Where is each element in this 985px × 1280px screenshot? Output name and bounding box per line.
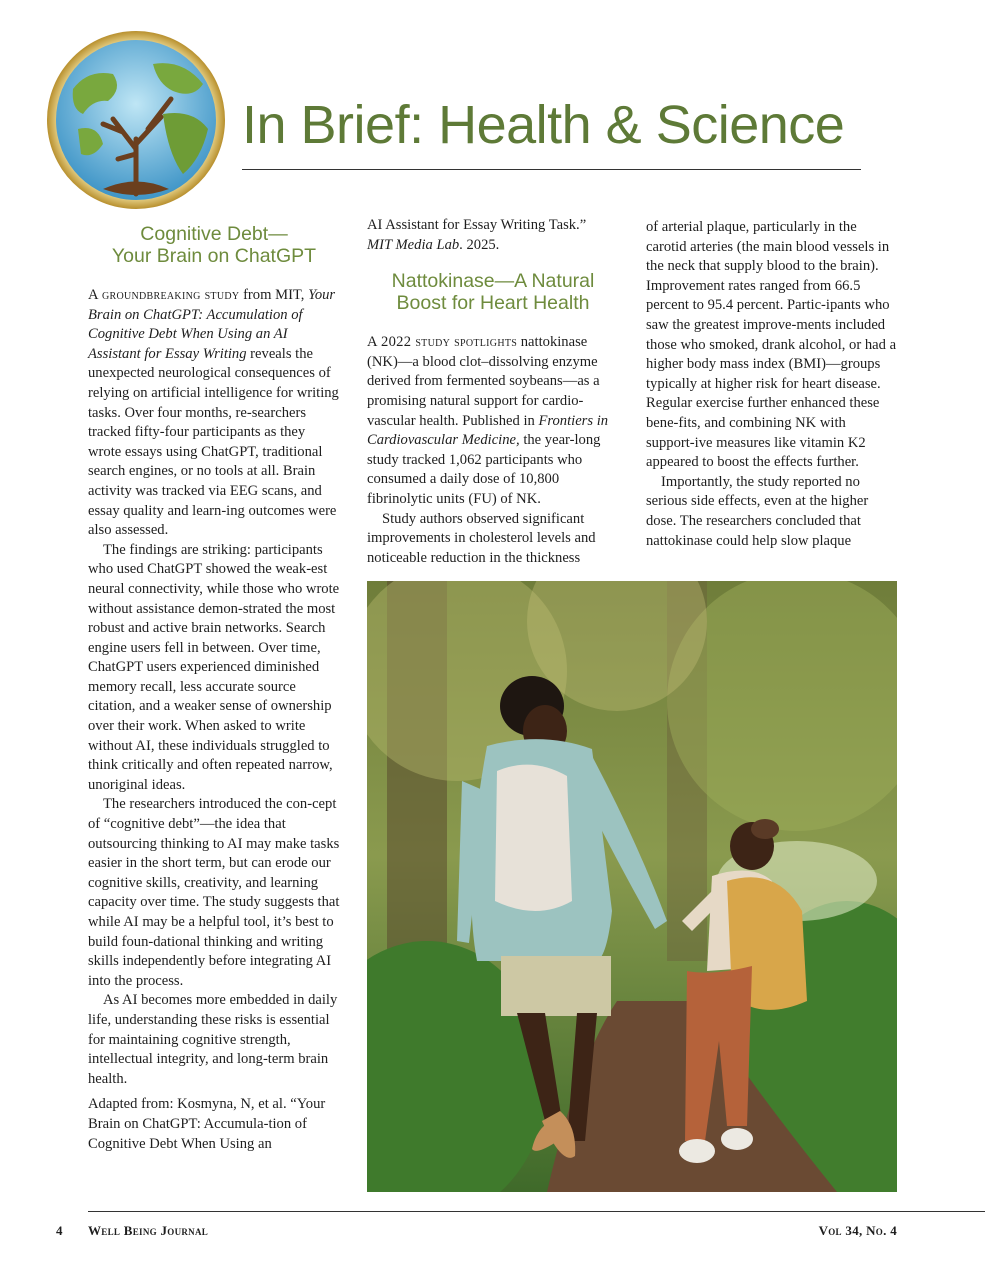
page-title: In Brief: Health & Science — [242, 95, 845, 155]
article1-text: from MIT, — [239, 287, 309, 303]
article-column-3 — [646, 218, 898, 551]
article2-text: the year-long study tracked 1,062 participants who consumed a daily dose of 10,800 fibrinolytic units (FU) of NK. — [367, 432, 601, 507]
page-number: 4 — [56, 1223, 63, 1238]
article1-heading — [88, 223, 340, 267]
article2-text: nattokinase (NK)—a blood clot–dissolving enzyme derived from fermented soybeans—as a promising natural support for cardio-vascular health. Published in — [367, 334, 600, 429]
article1-paragraph-3: The researchers introduced the con-cept of “cognitive debt”—the idea that outsourcing thinking to AI may make tasks easier in the short term, but can erode our cognitive skills, creativity, and learning capacity over time. The study suggests that while AI may be a helpful tool, it’s best to build foun-dational thinking and writing skills independently before integrating AI into the process. — [88, 796, 340, 989]
article1-source-continued — [367, 216, 619, 255]
article1-source: Adapted from: Kosmyna, N, et al. “Your Brain on ChatGPT: Accumula-tion of Cognitive Debt When Using an — [88, 1096, 326, 1152]
article2-paragraph-3: Importantly, the study reported no serious side effects, even at the higher dose. The researchers concluded that nattokinase could help slow plaque — [646, 473, 869, 549]
journal-logo — [43, 29, 229, 211]
article2-journal-name: Frontiers in Cardiovascular Medicine, — [367, 412, 609, 449]
article2-lead-in: A 2022 study spotlights — [367, 334, 518, 351]
article1-study-title: Your Brain on ChatGPT: Accumulation of Cognitive Debt When Using an AI Assistant for Essay Writing — [88, 287, 336, 362]
mother-child-walking-photo — [367, 581, 897, 1192]
article2-paragraph-2-continued: of arterial plaque, particularly in the carotid arteries (the main blood vessels in the neck that supply blood to the brain). Improvement rates ranged from 66.5 percent to 95.4 percent. Partic-ipants who saw the greatest improve-ments included those who smoked, drank alcohol, or had a higher body mass index (BMI)—groups typically at higher risk for heart disease. Regular exercise further enhanced these bene-fits, and combining NK with support-ive measures like vitamin K2 appeared to boost the effects further. — [646, 219, 897, 471]
article1-paragraph-4: As AI becomes more embedded in daily life, understanding these risks is essential for maintaining cognitive strength, intellectual integrity, and long-term brain health. — [88, 992, 338, 1087]
article1-lead-in: A groundbreaking study — [88, 287, 240, 303]
article2-heading-line2: Boost for Heart Health — [396, 292, 590, 315]
footer-divider — [88, 1211, 985, 1212]
volume-issue: Vol 34, No. 4 — [818, 1223, 897, 1238]
source-year: . 2025. — [459, 236, 500, 253]
article1-heading-line1: Cognitive Debt— — [140, 223, 288, 245]
title-divider — [242, 169, 861, 170]
article1-text: reveals the unexpected neurological consequences of relying on artificial intelligence for writing tasks. Over four months, re-searchers tracked fifty-four participants as they wrote essays using ChatGPT, traditional search engines, or no tools at all. Brain activity was tracked via EEG scans, and essay quality and learn-ing outcomes were also assessed. — [88, 345, 339, 539]
article-column-2 — [367, 216, 619, 568]
journal-name: Well Being Journal — [88, 1223, 209, 1238]
article-column-1 — [88, 223, 340, 1154]
article2-heading-line1: Nattokinase—A Natural — [391, 270, 595, 293]
article2-paragraph-1 — [367, 333, 619, 509]
article1-paragraph-1 — [88, 286, 340, 541]
globe-tree-logo-icon — [43, 29, 229, 211]
source-publisher: MIT Media Lab — [367, 236, 460, 253]
article1-heading-line2: Your Brain on ChatGPT — [111, 245, 317, 267]
article1-paragraph-2: The findings are striking: participants who used ChatGPT showed the weak-est neural connectivity, while those who wrote without assistance demon-strated the most robust and active brain networks. Search engine users fell in between. Over time, ChatGPT users experienced diminished memory recall, less accurate source citation, and a weaker sense of ownership over their work. When asked to write without AI, these individuals struggled to think critically and often repeated narrow, unoriginal ideas. — [88, 541, 340, 793]
source-text: AI Assistant for Essay Writing Task.” — [367, 217, 587, 233]
forest-path-photo — [367, 581, 897, 1192]
article2-heading — [367, 270, 619, 314]
article2-paragraph-2: Study authors observed significant improvements in cholesterol levels and noticeable reduction in the thickness — [367, 510, 596, 566]
